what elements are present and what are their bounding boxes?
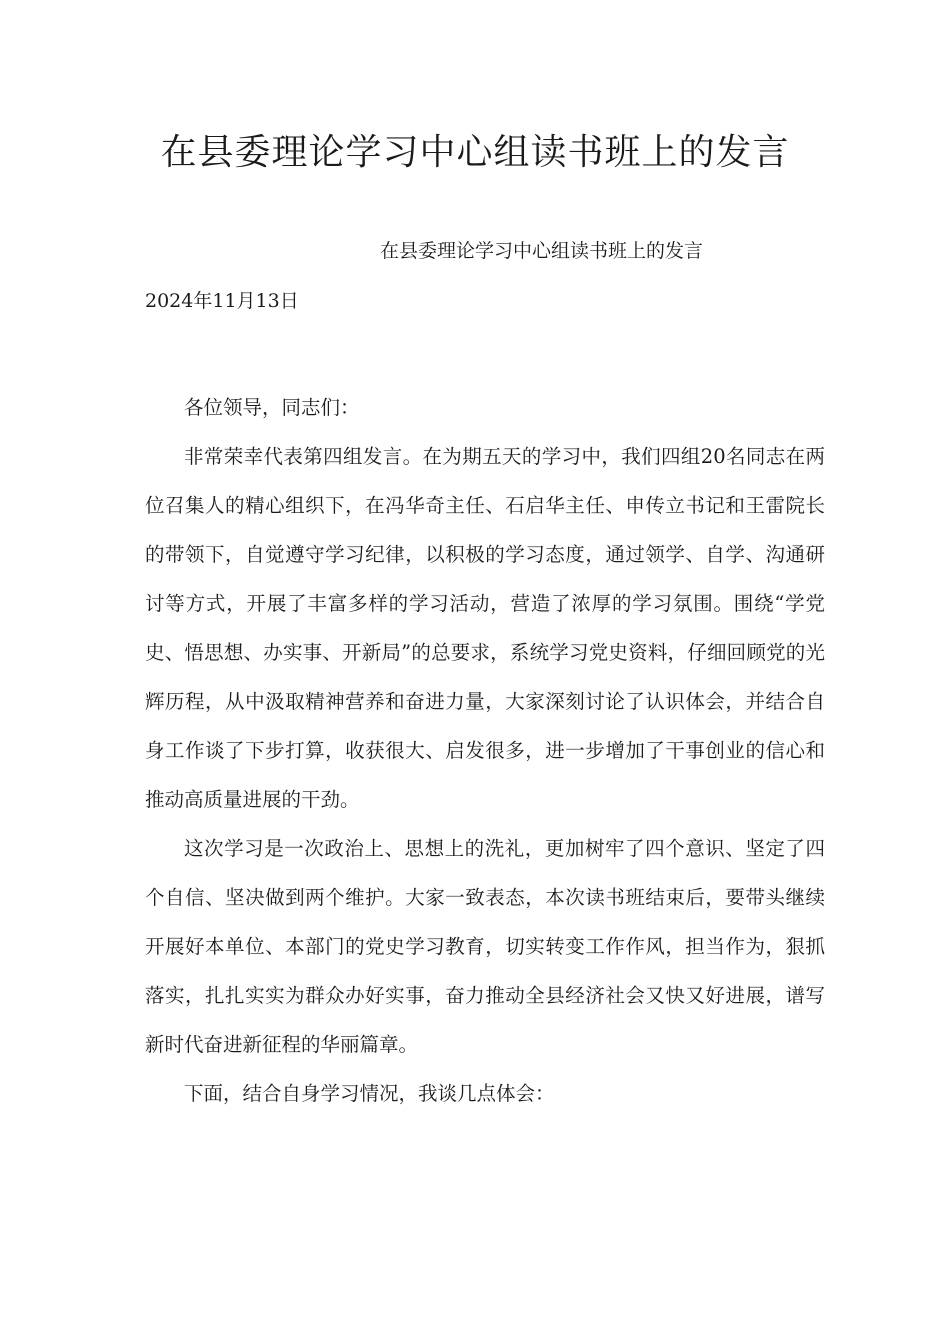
document-subtitle: 在县委理论学习中心组读书班上的发言 — [380, 240, 704, 262]
body-paragraph: 非常荣幸代表第四组发言。在为期五天的学习中，我们四组20名同志在两位召集人的精心组织下，在冯华奇主任、石启华主任、申传立书记和王雷院长的带领下，自觉遵守学习纪律，以积极的学习态度，通过领学、自学、沟通研讨等方式，开展了丰富多样的学习活动，营造了浓厚的学习氛围。围绕“学党史、悟思想、办实事、开新局”的总要求，系统学习党史资料，仔细回顾党的光辉历程，从中汲取精神营养和奋进力量，大家深刻讨论了认识体会，并结合自身工作谈了下步打算，收获很大、启发很多，进一步增加了干事创业的信心和推动高质量进展的干劲。 — [145, 445, 825, 811]
salutation-paragraph: 各位领导，同志们： — [184, 396, 360, 419]
document-title: 在县委理论学习中心组读书班上的发言 — [160, 132, 790, 173]
body-paragraph: 下面，结合自身学习情况，我谈几点体会： — [184, 1082, 555, 1105]
document-body — [145, 383, 825, 1118]
body-paragraph: 这次学习是一次政治上、思想上的洗礼，更加树牢了四个意识、坚定了四个自信、坚决做到两个维护。大家一致表态，本次读书班结束后，要带头继续开展好本单位、本部门的党史学习教育，切实转变工作作风，担当作为，狠抓落实，扎扎实实为群众办好实事，奋力推动全县经济社会又快又好进展，谱写新时代奋进新征程的华丽篇章。 — [145, 837, 825, 1056]
document-date: 2024年11月13日 — [145, 290, 299, 312]
